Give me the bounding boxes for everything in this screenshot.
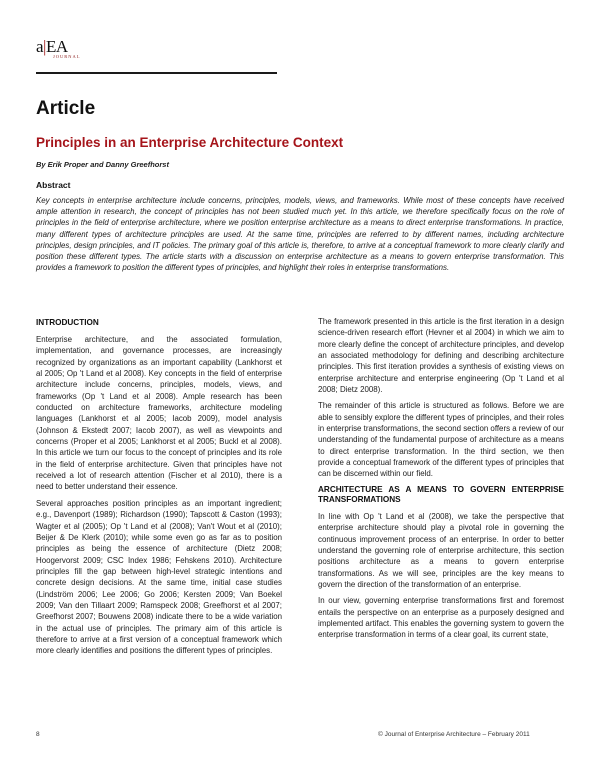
page-number: 8 bbox=[36, 731, 40, 738]
journal-logo bbox=[36, 38, 96, 64]
right-column bbox=[318, 316, 564, 646]
left-column bbox=[36, 318, 282, 662]
header-rule bbox=[36, 72, 277, 74]
paragraph: In line with Op 't Land et al (2008), we take the perspective that enterprise architecture should play a pivotal role in governing the continuous improvement process of an enterprise. In order to better understand the governing role of enterprise architecture, this section positions architecture as a means to govern enterprise transformations. As we will see, principles are the key means to govern the direction of the transformation of an enterprise. bbox=[318, 511, 564, 589]
logo-subtitle: JOURNAL bbox=[53, 54, 81, 59]
logo-divider: | bbox=[43, 37, 46, 56]
paragraph: In our view, governing enterprise transformations first and foremost entails the perspective on an enterprise as a purposely designed and implemented artifact. This enables the governing system to govern the enterprise transformation in terms of a clear goal, its current state, bbox=[318, 596, 564, 640]
paragraph: Enterprise architecture, and the associated formulation, implementation, and governance processes, are increasingly recognized by organizations as an important capability (Lankhorst et al 2005; Op 't Land et al 2008). Key concepts in the field of enterprise architecture include concerns, principles, models, views, and frameworks (Op 't Land et al 2008). Ample research has been conducted on architecture frameworks, architecture modeling languages (Lankhorst et al 2005; Iacob 2009), model analysis (Johnson & Ekstedt 2007; Iacob 2007), as well as viewpoints and concerns (Proper et al 2005; Lankhorst et al 2005; Buckl et al 2008). In this article we turn our focus to the concept of principles and its role in the field of enterprise architecture. Given that principles have not received a lot of research attention (Fischer et al 2010), there is a need to better understand their essence. bbox=[36, 335, 282, 492]
logo-mark bbox=[36, 38, 96, 55]
section-heading-introduction: INTRODUCTION bbox=[36, 318, 99, 327]
paragraph: The framework presented in this article is the first iteration in a design science-driven research effort (Hevner et al 2004) in which we aim to more clearly define the concept of architecture principles, and develop an associated methodology for defining and describing architecture principles. This first iteration provides a synthesis of existing views on enterprise architecture and enterprise engineering (Op 't Land et al 2008; Dietz 2008). bbox=[318, 317, 564, 395]
section-heading-architecture: ARCHITECTURE AS A MEANS TO GOVERN ENTERPRISE TRANSFORMATIONS bbox=[318, 484, 564, 504]
abstract-text: Key concepts in enterprise architecture include concerns, principles, models, views, and frameworks. While most of these concepts have received ample attention in research, the concept of principles has not been studied much yet. In this article, we therefore specifically focus on the role of principles in the field of enterprise architecture, where we position enterprise architecture as a means to direct enterprise transformations. In practice, many different types of architecture principles are used. At the same time, principles are referred to by different names, including architecture principles, design principles, and IT policies. The primary goal of this article is, therefore, to arrive at a conceptual framework to more clearly clarify and position these different types. The article starts with a discussion on enterprise architecture as a means to govern enterprise transformation. This provides a framework to position the different types of principles, and highlight their roles in enterprise transformations. bbox=[36, 196, 564, 273]
article-title: Principles in an Enterprise Architecture Context bbox=[36, 135, 344, 150]
paragraph: The remainder of this article is structured as follows. Before we are able to sensibly explore the different types of principles, and their roles in enterprise transformations, the second section offers a review of our understanding of the fundamental purpose of architecture as a means to direct enterprise transformation. In the third section, we then provide a conceptual framework of the different types of principles that can be discerned within our field. bbox=[318, 401, 564, 479]
paragraph: Several approaches position principles as an important ingredient; e.g., Davenport (1989); Richardson (1990); Tapscott & Caston (1993); Wagter et al (2005); Op 't Land et al (2008); Van't Wout et al (2010); Beijer & De Klerk (2010); while some even go as far as to position principles as being the essence of architecture (Dietz 2008; Hoogervorst 2009; CSC Index 1986; Fehskens 2010). Architecture principles fill the gap between high-level strategic intentions and concrete design decisions. At the same time, initial case studies (Lindström 2006; Lee 2006; Go 2006; Kersten 2009; Van Boekel 2009; Van den Tillaart 2009; Ramspeck 2008; Greefhorst et al 2007; Greefhorst 2007; Bouwens 2008) indicate there to be a wide variation in the actual use of principles. The primary aim of this article is therefore to arrive at a first version of a conceptual framework which more clearly identifies and positions the different types of principles. bbox=[36, 498, 282, 656]
logo-left: a bbox=[36, 37, 44, 56]
abstract-heading: Abstract bbox=[36, 180, 71, 190]
byline: By Erik Proper and Danny Greefhorst bbox=[36, 160, 169, 169]
logo-right: EA bbox=[45, 37, 68, 56]
copyright-notice: © Journal of Enterprise Architecture – February 2011 bbox=[378, 731, 530, 738]
article-label: Article bbox=[36, 98, 96, 119]
